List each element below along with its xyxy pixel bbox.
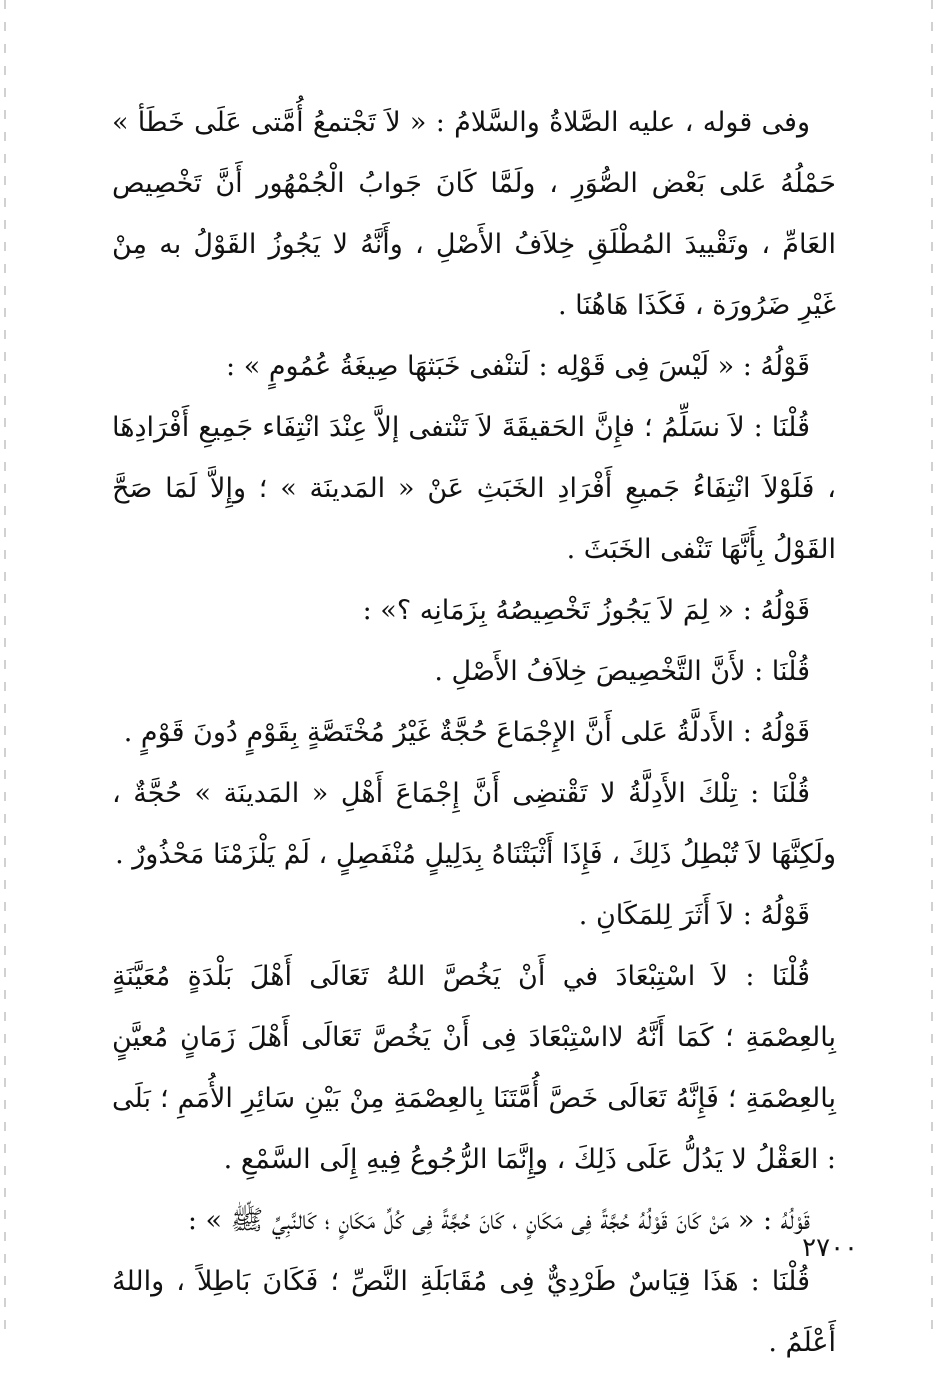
paragraph-qawluhu-proofs: قَوْلُهُ : الأَدلَّةُ عَلى أَنَّ الإِجْمَاعَ حُجَّةٌ غَيْرُ مُخْتَصَّةٍ بِقَوْمٍ دُونَ قَوْمٍ . [123,717,810,748]
paragraph-qulna-infallibility: قُلْنَا : لاَ اسْتِبْعَادَ في أَنْ يَخُصَّ اللهُ تَعَالَى أَهْلَ بَلْدَةٍ مُعَيَّنَةٍ بِالعِصْمَةِ ؛ كَمَا أَنَّهُ لااسْتِبْعَادَ فِى أَنْ يَخُصَّ تَعَالَى أَهْلَ زَمَانٍ مُعيَّنٍ بِالعِصْمَةِ ؛ فَإِنَّهُ تَعَالَى خَصَّ أُمَّتَنَا بِالعِصْمَةِ مِنْ بَيْنِ سَائِرِ الأُمَمِ ؛ بَلَى : العَقْلُ لا يَدُلُّ عَلَى ذَلِكَ ، وإِنَّمَا الرُّجُوعُ فِيهِ إِلَى السَّمْعِ . [112,961,836,1175]
paragraph-qulna-not-granted: قُلْنَا : لاَ نسَلِّمُ ؛ فإِنَّ الحَقيقَةَ لاَ تَنْتفى إلاَّ عِنْدَ انْتِفَاء جَمِيعِ أَفْرَادِهَا ، فَلَوْلاَ انْتِفَاءُ جَميعِ أَفْرَادِ الخَبَثِ عَنْ « المَدينَة » ؛ وإِلاَّ لَمَا صَحَّ القَوْلُ بِأَنَّهَا تَنْفى الخَبَثَ . [112,412,836,565]
paragraph-qawluhu-time-restriction: قَوْلُهُ : « لِمَ لاَ يَجُوزُ تَخْصِيصُهُ بِزَمَانِه ؟» : [362,595,810,626]
paragraph-qulna-proofs-reply: قُلْنَا : تِلْكَ الأَدِلَّةُ لا تَقْتضِى أَنَّ إِجْمَاعَ أَهْلِ « المَدينَة » حُجَّةٌ ، ولَكِنَّهَا لاَ تُبْطِلُ ذَلِكَ ، فَإِذَا أَثْبَتْنَاهُ بِدَلِيلٍ مُنْفَصِلٍ ، لَمْ يَلْزَمْنَا مَحْذُورٌ . [112,778,836,870]
paragraph-qawluhu-no-generality: قَوْلُهُ : « لَيْسَ فِى قَوْلِه : لَتنْفى خَبَثهَا صِيغَةُ عُمُومٍ » : [226,351,810,382]
scan-edge-right [931,0,933,1337]
arabic-text-body [112,92,836,1373]
paragraph-qawluhu-prophet: قَوْلُهُ : « مَنْ كَانَ قَوْلُهُ حُجَّةً فِى مَكَانٍ ، كَانَ حُجَّةً فِى كُلِّ مَكَانٍ ؛ كَالنَّبِيِّ ﷺ » : [187,1205,810,1236]
paragraph-qulna-specification: قُلْنَا : لأَنَّ التَّخْصِيصَ خِلاَفُ الأَصْلِ . [434,656,810,687]
paragraph-qawluhu-place: قَوْلُهُ : لاَ أَثَرَ لِلمَكَانِ . [578,900,810,931]
paragraph-qulna-analogy: قُلْنَا : هَذَا قِيَاسٌ طَرْدِيٌّ فِى مُقَابَلَةِ النَّصِّ ؛ فَكَانَ بَاطِلاً ، واللهُ أَعْلَمُ . [112,1266,836,1358]
page-number: ٢٧٠٠ [802,1233,858,1263]
scan-edge-left [4,0,6,1337]
paragraph-hadith-objection: وفى قوله ، عليه الصَّلاةُ والسَّلامُ : « لاَ تَجْتمعُ أُمَّتى عَلَى خَطَأ » حَمْلُهُ عَلى بَعْض الصُّوَرِ ، ولَمَّا كَانَ جَوابُ الْجُمْهُور أَنَّ تَخْصِيص العَامِّ ، وتَقْييدَ المُطْلَقِ خِلاَفُ الأَصْلِ ، وأَنَّهُ لا يَجُوزُ القَوْلُ به مِنْ غَيْرِ ضَرُورَة ، فَكَذَا هَاهُنَا . [112,107,836,321]
